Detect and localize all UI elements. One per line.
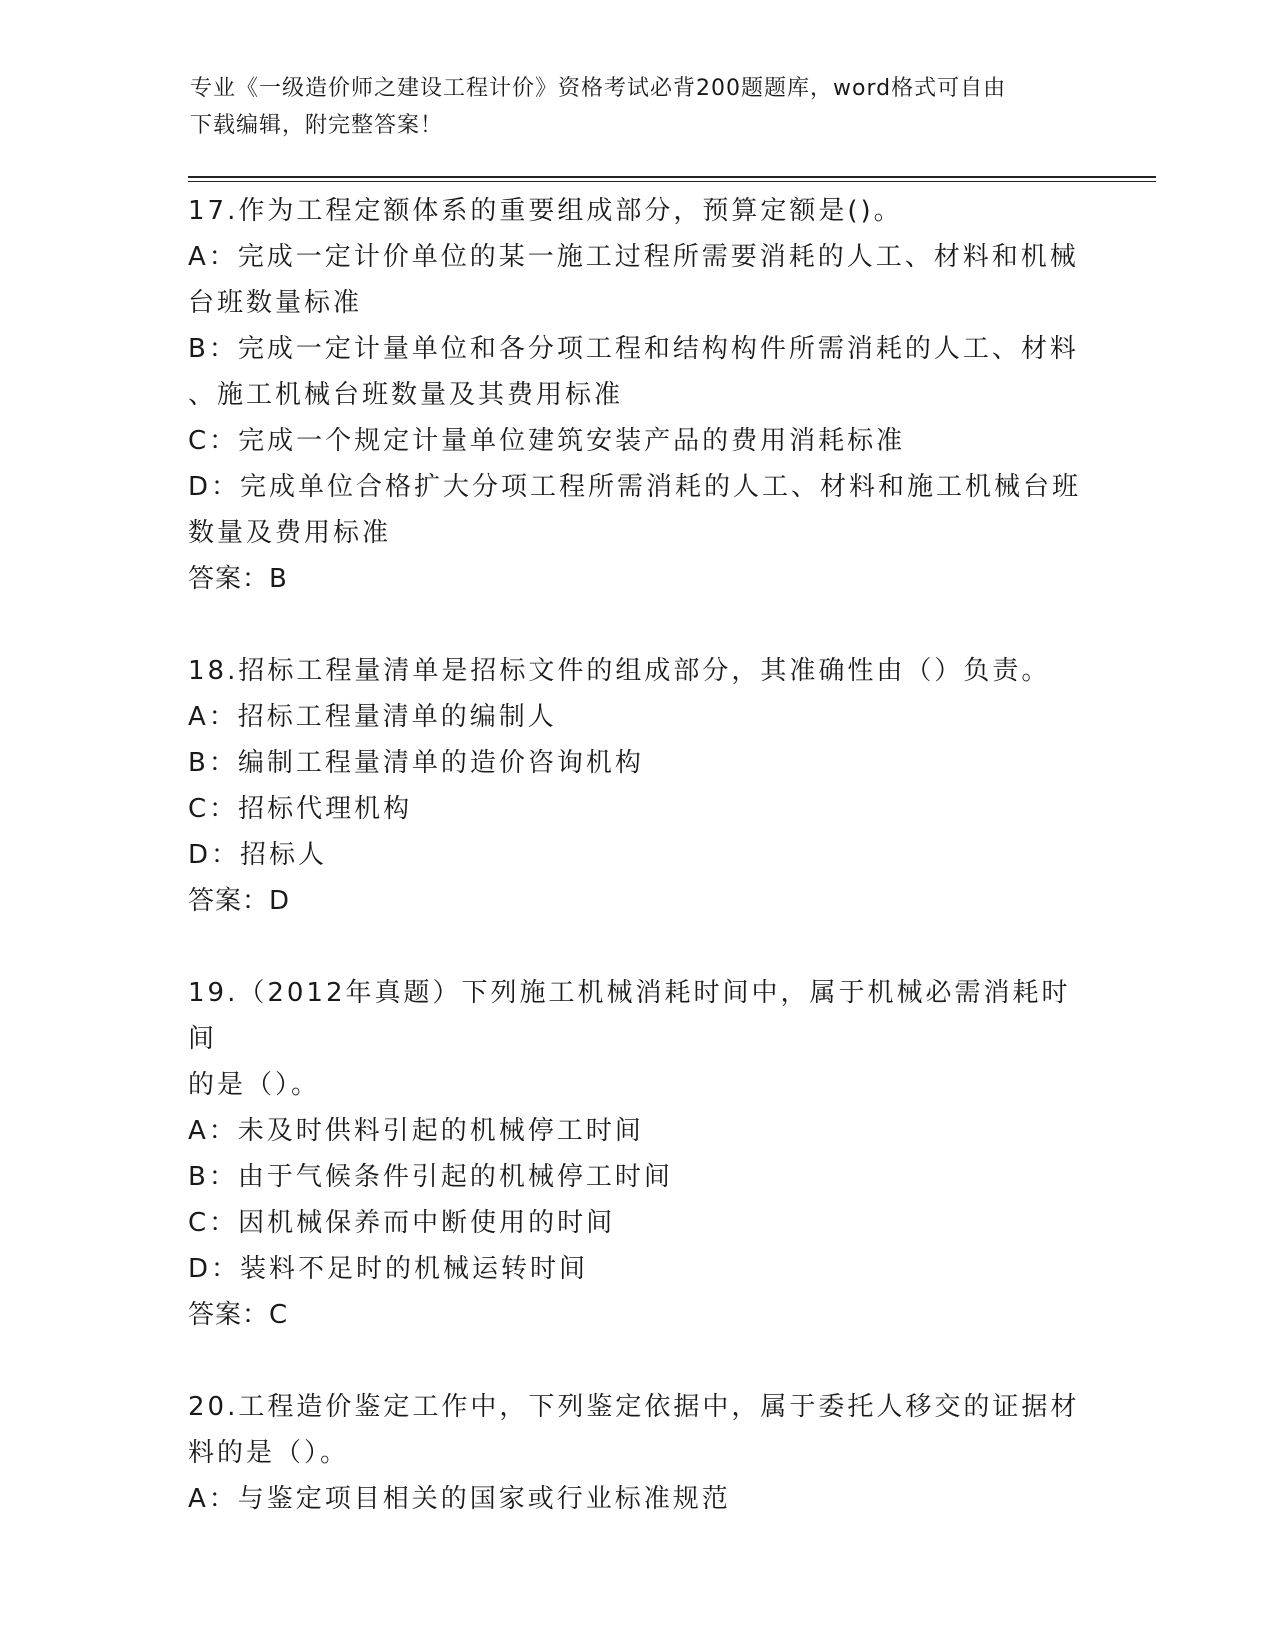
option-d: D：招标人	[188, 840, 328, 870]
option-a: A：未及时供料引起的机械停工时间	[188, 1116, 644, 1146]
answer: 答案：D	[188, 886, 291, 916]
header-line-2: 下载编辑，附完整答案！	[190, 113, 444, 138]
option-a: A：完成一定计价单位的某一施工过程所需要消耗的人工、材料和机械	[188, 242, 1079, 272]
question-stem: 17.作为工程定额体系的重要组成部分，预算定额是()。	[188, 196, 903, 226]
option-d: D：完成单位合格扩大分项工程所需消耗的人工、材料和施工机械台班	[188, 472, 1082, 502]
question-stem: 19.（2012年真题）下列施工机械消耗时间中，属于机械必需消耗时间	[188, 978, 1071, 1054]
question-list	[188, 188, 1088, 1522]
question-stem-continued: 料的是（）。	[188, 1438, 350, 1468]
option-b-continued: 、施工机械台班数量及其费用标准	[188, 380, 624, 410]
option-a: A：与鉴定项目相关的国家或行业标准规范	[188, 1484, 731, 1514]
question-stem: 18.招标工程量清单是招标文件的组成部分，其准确性由（）负责。	[188, 656, 1051, 686]
question-20	[188, 1384, 1088, 1522]
option-c: C：完成一个规定计量单位建筑安装产品的费用消耗标准	[188, 426, 906, 456]
question-17	[188, 188, 1088, 602]
option-d-continued: 数量及费用标准	[188, 518, 392, 548]
document-header	[190, 70, 1070, 144]
option-c: C：招标代理机构	[188, 794, 413, 824]
question-19	[188, 970, 1088, 1338]
question-stem: 20.工程造价鉴定工作中，下列鉴定依据中，属于委托人移交的证据材	[188, 1392, 1080, 1422]
option-b: B：由于气候条件引起的机械停工时间	[188, 1162, 673, 1192]
answer: 答案：B	[188, 564, 288, 594]
option-c: C：因机械保养而中断使用的时间	[188, 1208, 616, 1238]
question-spacer	[188, 1338, 1088, 1384]
option-b: B：完成一定计量单位和各分项工程和结构构件所需消耗的人工、材料	[188, 334, 1079, 364]
option-d: D：装料不足时的机械运转时间	[188, 1254, 589, 1284]
option-a-continued: 台班数量标准	[188, 288, 363, 318]
question-18	[188, 648, 1088, 924]
header-divider	[188, 176, 1156, 182]
question-stem-continued: 的是（）。	[188, 1070, 321, 1100]
answer: 答案：C	[188, 1300, 289, 1330]
option-a: A：招标工程量清单的编制人	[188, 702, 557, 732]
option-b: B：编制工程量清单的造价咨询机构	[188, 748, 644, 778]
header-line-1: 专业《一级造价师之建设工程计价》资格考试必背200题题库，word格式可自由	[190, 76, 1007, 101]
question-spacer	[188, 602, 1088, 648]
question-spacer	[188, 924, 1088, 970]
